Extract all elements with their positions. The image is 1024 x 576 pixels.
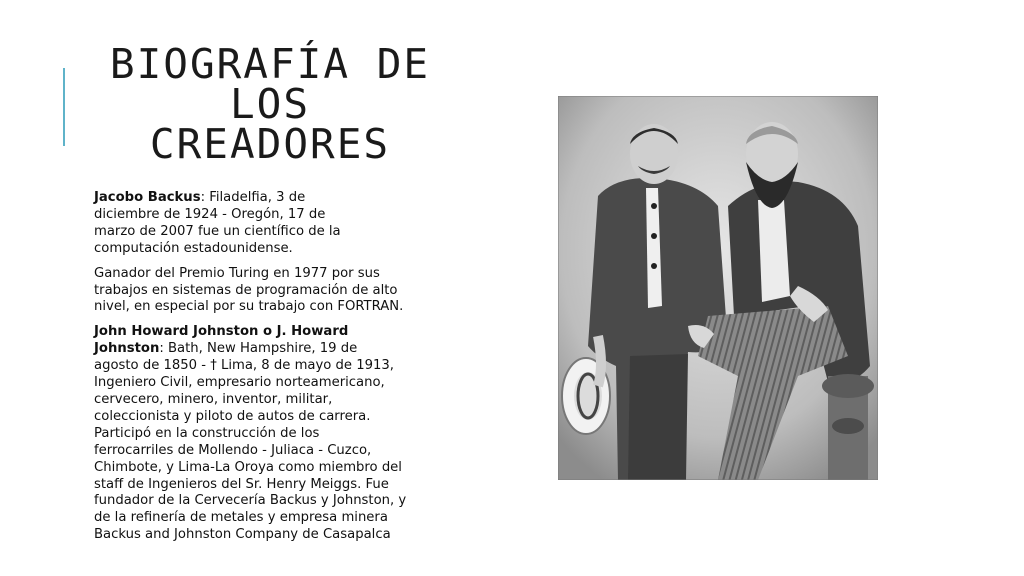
text-line: Participó en la construcción de los [94, 425, 320, 441]
accent-line [63, 68, 65, 146]
chair-post [822, 374, 874, 480]
text-line: trabajos en sistemas de programación de alto [94, 282, 398, 298]
text-line: computación estadounidense. [94, 240, 293, 256]
text-fragment: : Bath, New Hampshire, 19 de [159, 341, 358, 357]
text-line: fundador de la Cervecería Backus y Johnston, y [94, 493, 407, 509]
text-line [94, 324, 454, 341]
slide-title [95, 40, 445, 168]
paragraph-johnston-bio [94, 324, 454, 544]
person-name-johnston-cont: Johnston [94, 341, 160, 357]
text-line: Ganador del Premio Turing en 1977 por sus [94, 265, 380, 281]
text-line: de la refinería de metales y empresa minera [94, 510, 388, 526]
text-line: staff de Ingenieros del Sr. Henry Meiggs. Fue [94, 476, 389, 492]
text-line: marzo de 2007 fue un científico de la [94, 223, 341, 239]
text-line: coleccionista y piloto de autos de carrera. [94, 408, 371, 424]
text-line: Ingeniero Civil, empresario norteamericano, [94, 375, 385, 391]
title-line-3: CREADORES [149, 120, 391, 168]
text-fragment: : Filadelfia, 3 de [200, 190, 306, 205]
text-line: agosto de 1850 - † Lima, 8 de mayo de 1913, [94, 358, 394, 374]
text-line: ferrocarriles de Mollendo - Juliaca - Cuzco, [94, 442, 372, 458]
founders-photo [558, 96, 878, 480]
title-line-2: LOS [229, 80, 311, 128]
title-line-1: BIOGRAFÍA DE [109, 40, 431, 88]
text-line: diciembre de 1924 - Oregón, 17 de [94, 206, 326, 222]
paragraph-backus-bio [94, 190, 454, 258]
founders-photo-illustration [558, 96, 878, 480]
biography-text [94, 190, 454, 552]
text-line [94, 190, 454, 207]
person-name-backus: Jacobo Backus [94, 190, 201, 205]
person-name-johnston: John Howard Johnston o J. Howard [94, 324, 349, 340]
text-line [94, 341, 454, 358]
paragraph-backus-award [94, 266, 454, 317]
text-line: cervecero, minero, inventor, militar, [94, 391, 333, 407]
text-line: nivel, en especial por su trabajo con FORTRAN. [94, 299, 404, 315]
text-line: Chimbote, y Lima-La Oroya como miembro del [94, 459, 402, 475]
text-line: Backus and Johnston Company de Casapalca [94, 527, 391, 543]
